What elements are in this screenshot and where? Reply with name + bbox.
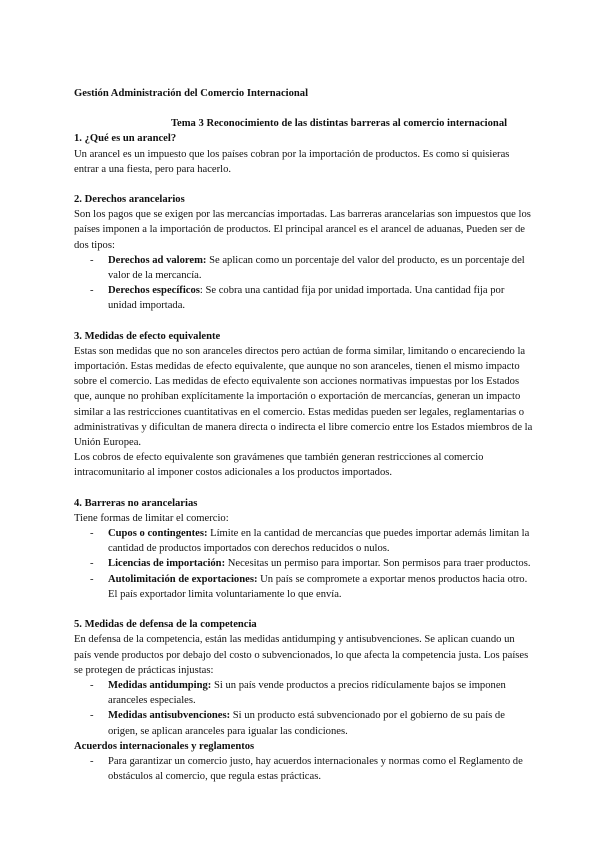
course-title: Gestión Administración del Comercio Internacional	[74, 88, 309, 99]
bullet-dash: -	[90, 558, 94, 570]
item-text: Un país se compromete a exportar menos productos hacia otro. El país exportador limita voluntariamente lo que envía.	[108, 573, 528, 600]
bullet-dash: -	[90, 573, 94, 585]
item-term: Cupos o contingentes:	[108, 528, 208, 540]
section-heading: 2. Derechos arancelarios	[74, 194, 185, 206]
section-efecto-equivalente	[74, 329, 534, 481]
item-text: Si un país vende productos a precios ridículamente bajos se imponen aranceles especiales.	[108, 679, 506, 707]
subsection-heading: Acuerdos internacionales y reglamentos	[74, 740, 255, 752]
list-item	[74, 754, 534, 784]
bullet-list	[74, 253, 534, 314]
paragraph: Estas son medidas que no son aranceles directos pero actúan de forma similar, limitando o encareciendo la importación. Estas medidas de efecto equivalente, que aunque no son aranceles, tienen el mismo impacto sobre el comercio. Las medidas de efecto equivalente son acciones normativas impuestas por los Estados que, aunque no prohíban explícitamente la importación o exportación de mercancías, generan un impacto similar a las restricciones cuantitativas en el comercio. Estas medidas pueden ser legales, reglamentarias o administrativas y dificultan de manera directa o indirecta el libre comercio entre los Estados miembros de la Unión Europea.	[74, 345, 533, 449]
item-text: Si un producto está subvencionado por el gobierno de su país de origen, se aplican aranceles para igualar las condiciones.	[108, 710, 505, 737]
section-barreras-no-arancelarias	[74, 496, 534, 602]
paragraph: En defensa de la competencia, están las medidas antidumping y antisubvenciones. Se aplican cuando un país vende productos por debajo del costo o subvencionados, lo que afecta la competencia justa. Los países se protegen de prácticas injustas:	[74, 634, 529, 676]
item-term: Licencias de importación:	[108, 558, 226, 570]
list-item	[74, 572, 534, 602]
bullet-dash: -	[90, 755, 94, 767]
paragraph: Los cobros de efecto equivalente son gravámenes que también generan restricciones al comercio intracomunitario al imponer costos adicionales a los productos importados.	[74, 452, 484, 479]
bullet-list	[74, 678, 534, 739]
bullet-dash: -	[90, 254, 94, 266]
list-item	[74, 678, 534, 708]
item-term: Derechos específicos	[108, 285, 200, 297]
bullet-dash: -	[90, 679, 94, 691]
bullet-list	[74, 526, 534, 602]
topic-title: Tema 3 Reconocimiento de las distintas barreras al comercio internacional	[170, 118, 508, 130]
list-item	[74, 253, 534, 283]
paragraph: Son los pagos que se exigen por las mercancías importadas. Las barreras arancelarias son impuestos que los países imponen a la importación de productos. El principal arancel es el arancel de aduanas, Pueden ser de dos tipos:	[74, 209, 531, 251]
item-text: Necesitas un permiso para importar. Son permisos para traer productos.	[225, 558, 531, 570]
item-term: Autolimitación de exportaciones:	[108, 573, 258, 585]
item-text: Límite en la cantidad de mercancías que puedes importar además limitan la cantidad de productos importados con derechos reducidos o nulos.	[108, 528, 530, 555]
bullet-dash: -	[90, 285, 94, 297]
paragraph: Un arancel es un impuesto que los países cobran por la importación de productos. Es como si quisieras entrar a una fiesta, pero para hacerlo.	[74, 148, 510, 175]
item-text: : Se cobra una cantidad fija por unidad importada. Una cantidad fija por unidad importada.	[108, 285, 505, 312]
section-heading: 5. Medidas de defensa de la competencia	[74, 619, 257, 631]
document-body	[74, 86, 534, 784]
section-arancel	[74, 131, 534, 177]
item-text: Para garantizar un comercio justo, hay acuerdos internacionales y normas como el Reglamento de obstáculos al comercio, que regula estas prácticas.	[108, 755, 523, 783]
bullet-list	[74, 754, 534, 784]
section-heading: 4. Barreras no arancelarias	[74, 497, 198, 509]
list-item	[74, 708, 534, 738]
item-term: Medidas antidumping:	[108, 679, 212, 691]
list-item	[74, 526, 534, 556]
section-heading: 1. ¿Qué es un arancel?	[74, 133, 177, 145]
section-derechos-arancelarios	[74, 192, 534, 314]
list-item	[74, 283, 534, 313]
list-item	[74, 556, 534, 571]
bullet-dash: -	[90, 710, 94, 722]
paragraph: Tiene formas de limitar el comercio:	[74, 512, 229, 524]
item-term: Medidas antisubvenciones:	[108, 710, 231, 722]
item-term: Derechos ad valorem:	[108, 254, 207, 266]
section-heading: 3. Medidas de efecto equivalente	[74, 330, 221, 342]
item-text: Se aplican como un porcentaje del valor del producto, es un porcentaje del valor de la mercancía.	[108, 254, 525, 282]
bullet-dash: -	[90, 528, 94, 540]
section-defensa-competencia	[74, 617, 534, 784]
